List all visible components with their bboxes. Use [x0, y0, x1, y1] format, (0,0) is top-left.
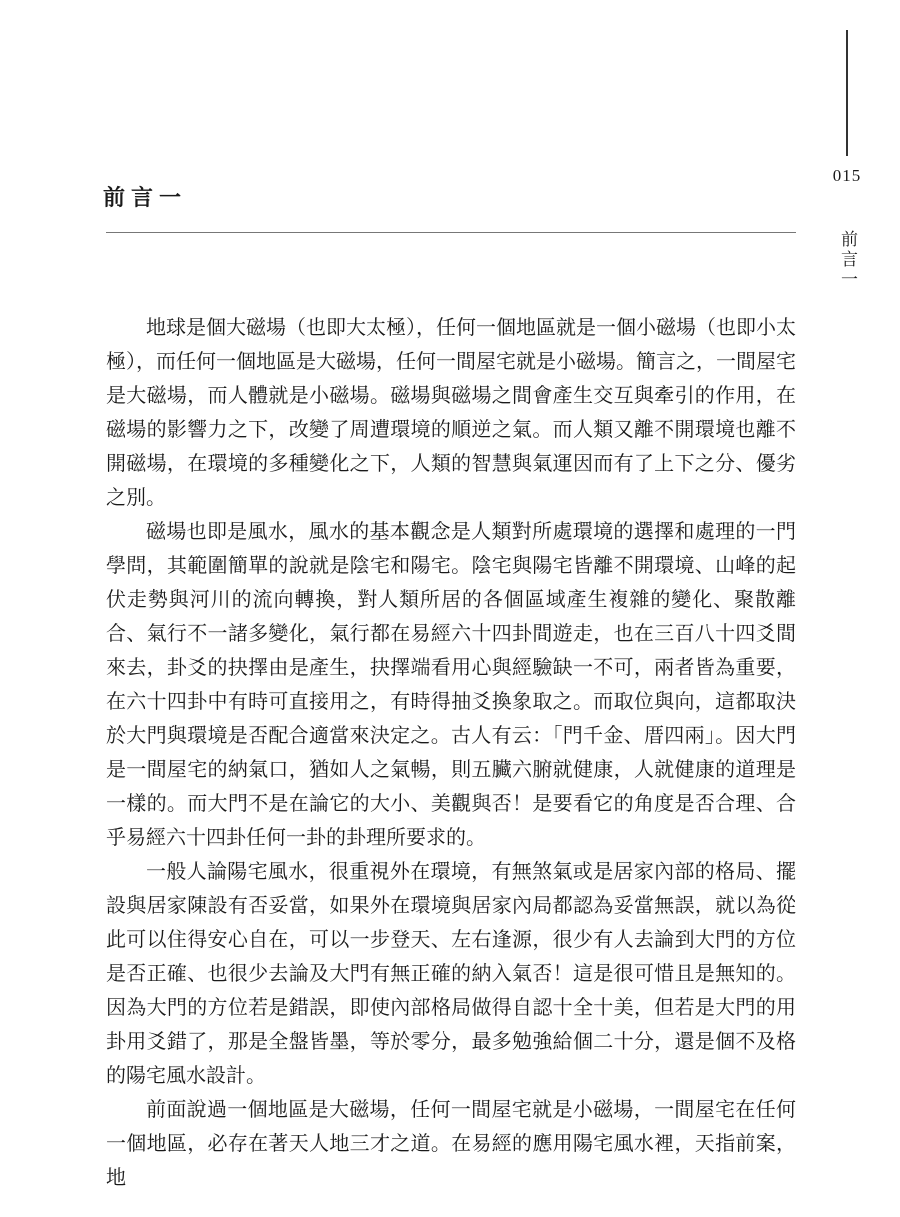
- title-divider: [106, 232, 796, 233]
- paragraph-1: 地球是個大磁場（也即大太極），任何一個地區就是一個小磁場（也即小太極），而任何一個地區是大磁場，任何一間屋宅就是小磁場。簡言之，一間屋宅是大磁場，而人體就是小磁場。磁場與磁場之間會產生交互與牽引的作用，在磁場的影響力之下，改變了周遭環境的順逆之氣。而人類又離不開環境也離不開磁場，在環境的多種變化之下，人類的智慧與氣運因而有了上下之分、優劣之別。: [106, 315, 796, 509]
- paragraph-3: 一般人論陽宅風水，很重視外在環境，有無煞氣或是居家內部的格局、擺設與居家陳設有否妥當，如果外在環境與居家內局都認為妥當無誤，就以為從此可以住得安心自在，可以一步登天、左右逢源，很少有人去論到大門的方位是否正確、也很少去論及大門有無正確的納入氣否！這是很可惜且是無知的。因為大門的方位若是錯誤，即使內部格局做得自認十全十美，但若是大門的用卦用爻錯了，那是全盤皆墨，等於零分，最多勉強給個二十分，還是個不及格的陽宅風水設計。: [106, 859, 796, 1087]
- body-text: [106, 310, 796, 1194]
- margin-vertical-rule: [846, 30, 848, 156]
- paragraph-4: 前面說過一個地區是大磁場，任何一間屋宅就是小磁場，一間屋宅在任何一個地區，必存在著天人地三才之道。在易經的應用陽宅風水裡，天指前案，地: [106, 1097, 796, 1189]
- paragraph-2: 磁場也即是風水，風水的基本觀念是人類對所處環境的選擇和處理的一門學問，其範圍簡單的說就是陰宅和陽宅。陰宅與陽宅皆離不開環境、山峰的起伏走勢與河川的流向轉換，對人類所居的各個區域產生複雜的變化、聚散離合、氣行不一諸多變化，氣行都在易經六十四卦間遊走，也在三百八十四爻間來去，卦爻的抉擇由是產生，抉擇端看用心與經驗缺一不可，兩者皆為重要，在六十四卦中有時可直接用之，有時得抽爻換象取之。而取位與向，這都取決於大門與環境是否配合適當來決定之。古人有云：「門千金、厝四兩」。因大門是一間屋宅的納氣口，猶如人之氣暢，則五臟六腑就健康，人就健康的道理是一樣的。而大門不是在論它的大小、美觀與否！是要看它的角度是否合理、合乎易經六十四卦任何一卦的卦理所要求的。: [106, 519, 796, 849]
- page-number: 015: [832, 166, 862, 185]
- chapter-title: 前言一: [103, 185, 188, 211]
- running-header: 前言一: [837, 230, 857, 290]
